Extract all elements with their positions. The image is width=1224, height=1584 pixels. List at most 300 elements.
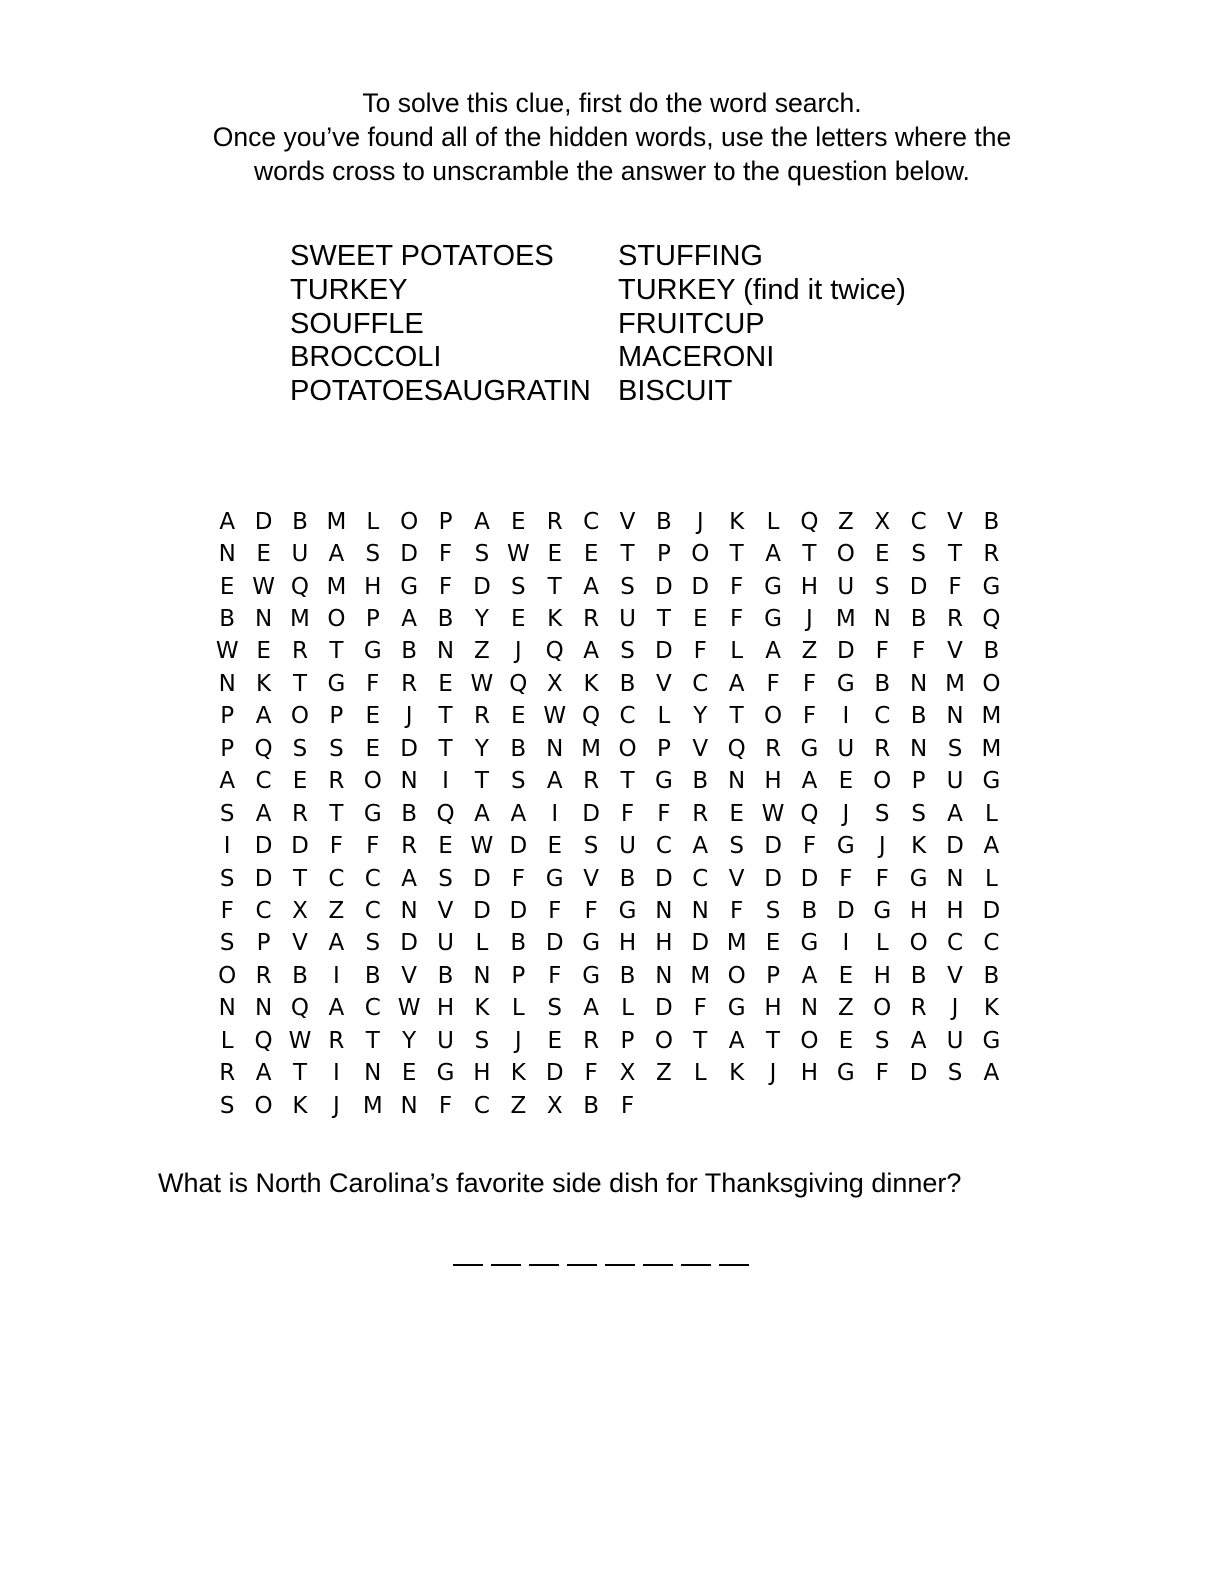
grid-letter: J (878, 833, 886, 860)
grid-letter: S (583, 833, 599, 860)
answer-blank (529, 1264, 559, 1266)
grid-letter: B (437, 606, 454, 633)
grid-letter: F (839, 865, 853, 892)
grid-letter: S (947, 735, 963, 762)
grid-letter: W (543, 703, 567, 730)
word-list-item: FRUITCUP (618, 307, 765, 340)
grid-letter: G (582, 930, 601, 957)
word-list-item: BROCCOLI (290, 341, 442, 374)
grid-letter: A (983, 833, 1000, 860)
grid-letter: G (654, 768, 673, 795)
grid-letter: B (510, 930, 527, 957)
grid-letter: S (511, 573, 526, 600)
grid-letter: L (621, 995, 634, 1022)
grid-letter: E (838, 768, 854, 795)
grid-letter: D (400, 541, 418, 568)
grid-letter: N (910, 735, 928, 762)
grid-letter: A (546, 768, 563, 795)
grid-letter: N (655, 962, 673, 989)
grid-letter: N (364, 1060, 382, 1087)
grid-letter: Q (509, 670, 528, 697)
grid-letter: M (981, 703, 1002, 730)
grid-letter: E (511, 703, 526, 730)
grid-letter: C (874, 703, 891, 730)
grid-letter: F (366, 670, 380, 697)
grid-letter: B (874, 670, 891, 697)
grid-letter: L (730, 638, 744, 665)
grid-letter: A (765, 541, 781, 568)
grid-letter: W (215, 638, 239, 665)
grid-letter: V (583, 865, 599, 892)
grid-letter: J (514, 638, 522, 665)
grid-letter: T (947, 541, 963, 568)
grid-letter: A (692, 833, 709, 860)
grid-letter: O (909, 930, 928, 957)
grid-letter: S (947, 1060, 963, 1087)
grid-letter: T (802, 541, 817, 568)
grid-letter: A (510, 800, 527, 827)
grid-letter: R (473, 703, 490, 730)
grid-letter: W (288, 1027, 312, 1054)
grid-letter: E (256, 541, 271, 568)
grid-letter: L (220, 1027, 234, 1054)
grid-letter: Z (801, 638, 818, 665)
grid-letter: K (510, 1060, 526, 1087)
grid-letter: B (401, 638, 418, 665)
grid-letter: W (252, 573, 275, 600)
grid-letter: T (329, 800, 344, 827)
grid-letter: R (910, 995, 927, 1022)
grid-letter: A (255, 800, 272, 827)
grid-letter: I (842, 930, 850, 957)
grid-letter: P (256, 930, 271, 957)
grid-letter: V (947, 508, 963, 535)
grid-letter: V (292, 930, 308, 957)
grid-letter: R (874, 735, 891, 762)
grid-letter: G (400, 573, 419, 600)
grid-letter: O (873, 768, 892, 795)
grid-letter: G (764, 573, 782, 600)
grid-letter: F (511, 865, 525, 892)
grid-letter: D (545, 930, 564, 957)
word-list-item: MACERONI (618, 341, 775, 374)
grid-letter: N (254, 606, 273, 633)
grid-letter: R (291, 638, 308, 665)
grid-letter: M (945, 670, 965, 697)
grid-letter: A (801, 768, 818, 795)
grid-letter: Q (800, 800, 819, 827)
grid-letter: R (765, 735, 782, 762)
grid-letter: R (583, 606, 600, 633)
grid-letter: S (329, 735, 344, 762)
grid-letter: F (766, 670, 780, 697)
grid-letter: C (655, 833, 672, 860)
grid-letter: C (983, 930, 1000, 957)
grid-letter: E (729, 800, 744, 827)
grid-letter: F (875, 865, 889, 892)
grid-letter: I (332, 1060, 340, 1087)
grid-letter: B (692, 768, 709, 795)
grid-letter: C (473, 1092, 490, 1119)
grid-letter: N (400, 768, 418, 795)
grid-letter: N (691, 897, 709, 924)
grid-letter: G (982, 768, 1001, 795)
grid-letter: E (547, 833, 562, 860)
grid-letter: A (474, 508, 490, 535)
grid-letter: R (947, 606, 963, 633)
grid-letter: J (405, 703, 413, 730)
grid-letter: N (546, 735, 564, 762)
grid-letter: Y (693, 703, 708, 730)
grid-letter: C (692, 865, 709, 892)
grid-letter: S (874, 1027, 890, 1054)
grid-letter: Y (474, 606, 489, 633)
grid-letter: Z (837, 995, 854, 1022)
grid-letter: J (696, 508, 704, 535)
answer-blank (719, 1264, 749, 1266)
grid-letter: C (692, 670, 709, 697)
grid-letter: G (727, 995, 746, 1022)
grid-letter: X (619, 1060, 636, 1087)
grid-letter: S (474, 1027, 490, 1054)
grid-letter: A (255, 1060, 272, 1087)
grid-letter: U (946, 1027, 964, 1054)
grid-letter: H (436, 995, 455, 1022)
grid-letter: O (982, 670, 1001, 697)
grid-letter: V (728, 865, 745, 892)
grid-letter: E (438, 670, 453, 697)
grid-letter: F (220, 897, 234, 924)
grid-letter: W (470, 833, 494, 860)
grid-letter: N (910, 670, 928, 697)
grid-letter: D (545, 1060, 564, 1087)
grid-letter: A (328, 930, 345, 957)
grid-letter: D (800, 865, 819, 892)
answer-blank (681, 1264, 711, 1266)
grid-letter: B (292, 508, 308, 535)
grid-letter: N (254, 995, 273, 1022)
grid-letter: U (437, 930, 454, 957)
grid-letter: A (328, 995, 345, 1022)
grid-letter: M (326, 573, 347, 600)
grid-letter: B (983, 508, 1000, 535)
grid-letter: F (329, 833, 343, 860)
grid-letter: O (873, 995, 892, 1022)
grid-letter: L (984, 800, 998, 827)
grid-letter: S (620, 638, 635, 665)
grid-letter: G (436, 1060, 455, 1087)
grid-letter: X (874, 508, 891, 535)
grid-letter: H (800, 1060, 819, 1087)
grid-letter: D (473, 573, 491, 600)
grid-letter: T (693, 1027, 708, 1054)
grid-letter: J (951, 995, 959, 1022)
grid-letter: S (219, 930, 235, 957)
grid-letter: F (912, 638, 926, 665)
grid-letter: O (290, 703, 310, 730)
grid-letter: U (437, 1027, 454, 1054)
grid-letter: P (656, 541, 671, 568)
grid-letter: D (909, 573, 928, 600)
grid-letter: D (764, 865, 782, 892)
grid-letter: D (400, 735, 418, 762)
grid-letter: N (873, 606, 891, 633)
grid-letter: C (946, 930, 964, 957)
grid-letter: V (947, 638, 963, 665)
word-list-item: STUFFING (618, 240, 763, 272)
grid-letter: N (728, 768, 746, 795)
grid-letter: I (332, 962, 340, 989)
grid-letter: T (474, 768, 489, 795)
answer-blank (491, 1264, 521, 1266)
grid-letter: B (583, 1092, 599, 1119)
grid-letter: U (946, 768, 964, 795)
grid-letter: L (475, 930, 489, 957)
grid-letter: D (691, 930, 710, 957)
grid-letter: P (620, 1027, 635, 1054)
grid-letter: M (726, 930, 747, 957)
grid-letter: R (692, 800, 709, 827)
grid-letter: D (764, 833, 782, 860)
grid-letter: T (292, 670, 307, 697)
grid-letter: R (583, 1027, 600, 1054)
grid-letter: W (470, 670, 494, 697)
grid-letter: E (765, 930, 781, 957)
grid-letter: Z (474, 638, 490, 665)
grid-letter: H (364, 573, 382, 600)
word-list-item: SOUFFLE (290, 307, 424, 340)
grid-letter: Q (254, 1027, 273, 1054)
grid-letter: K (729, 508, 745, 535)
word-list-item: BISCUIT (618, 375, 733, 408)
grid-letter: Q (982, 606, 1001, 633)
grid-letter: A (401, 606, 418, 633)
grid-letter: F (438, 573, 453, 600)
grid-letter: S (292, 735, 308, 762)
answer-blank (453, 1264, 483, 1266)
grid-letter: F (584, 1060, 598, 1087)
grid-letter: P (911, 768, 926, 795)
grid-letter: M (981, 735, 1002, 762)
grid-letter: T (438, 735, 453, 762)
grid-letter: B (655, 508, 672, 535)
grid-letter: G (764, 606, 782, 633)
grid-letter: G (800, 930, 819, 957)
grid-letter: D (473, 865, 491, 892)
grid-letter: P (220, 703, 235, 730)
grid-letter: F (730, 573, 744, 600)
grid-letter: B (801, 897, 818, 924)
grid-letter: M (835, 606, 856, 633)
grid-letter: F (730, 897, 744, 924)
grid-letter: E (365, 703, 381, 730)
grid-letter: Q (436, 800, 455, 827)
grid-letter: G (582, 962, 601, 989)
grid-letter: R (983, 541, 1000, 568)
grid-letter: S (911, 541, 926, 568)
grid-letter: N (473, 962, 491, 989)
grid-letter: Z (656, 1060, 672, 1087)
grid-letter: O (218, 962, 237, 989)
grid-letter: D (400, 930, 418, 957)
grid-letter: Q (582, 703, 601, 730)
grid-letter: G (363, 800, 382, 827)
grid-letter: E (511, 508, 526, 535)
grid-letter: S (511, 768, 526, 795)
grid-letter: S (547, 995, 563, 1022)
grid-letter: C (255, 897, 272, 924)
grid-letter: K (474, 995, 490, 1022)
instruction-line-1: To solve this clue, first do the word search. (362, 88, 862, 118)
grid-letter: P (656, 735, 671, 762)
grid-letter: H (800, 573, 819, 600)
grid-letter: N (946, 865, 964, 892)
grid-letter: C (364, 865, 381, 892)
grid-letter: B (219, 606, 236, 633)
grid-letter: G (363, 638, 382, 665)
grid-letter: L (366, 508, 380, 535)
grid-letter: B (910, 962, 927, 989)
grid-letter: A (474, 800, 490, 827)
grid-letter: F (548, 897, 562, 924)
grid-letter: B (983, 638, 1000, 665)
grid-letter: S (765, 897, 781, 924)
grid-letter: D (254, 833, 273, 860)
word-list-item: POTATOESAUGRATIN (290, 375, 591, 408)
grid-letter: H (655, 930, 673, 957)
grid-letter: K (911, 833, 927, 860)
grid-letter: B (510, 735, 527, 762)
grid-letter: N (800, 995, 819, 1022)
grid-letter: X (292, 897, 308, 924)
grid-letter: T (729, 703, 744, 730)
grid-letter: A (583, 573, 599, 600)
grid-letter: F (802, 670, 817, 697)
grid-letter: E (256, 638, 271, 665)
grid-letter: G (982, 1027, 1001, 1054)
grid-letter: J (806, 606, 813, 633)
grid-letter: M (690, 962, 711, 989)
grid-letter: Q (800, 508, 819, 535)
grid-letter: O (618, 735, 637, 762)
grid-letter: G (873, 897, 892, 924)
grid-letter: S (219, 865, 235, 892)
grid-letter: J (769, 1060, 777, 1087)
grid-letter: V (437, 897, 454, 924)
grid-letter: T (620, 541, 635, 568)
grid-letter: R (219, 1060, 236, 1087)
grid-letter: C (255, 768, 272, 795)
grid-letter: E (838, 1027, 854, 1054)
grid-letter: C (328, 865, 345, 892)
grid-letter: T (365, 1027, 380, 1054)
grid-letter: W (506, 541, 530, 568)
grid-letter: H (618, 930, 637, 957)
grid-letter: G (836, 670, 855, 697)
grid-letter: W (397, 995, 421, 1022)
grid-letter: R (583, 768, 600, 795)
grid-letter: O (400, 508, 419, 535)
grid-letter: A (910, 1027, 927, 1054)
grid-letter: F (693, 995, 707, 1022)
grid-letter: M (290, 606, 310, 633)
grid-letter: R (255, 962, 272, 989)
grid-letter: S (365, 930, 381, 957)
grid-letter: F (875, 638, 889, 665)
grid-letter: M (326, 508, 347, 535)
grid-letter: I (223, 833, 231, 860)
grid-letter: A (983, 1060, 1000, 1087)
grid-letter: S (911, 800, 926, 827)
grid-letter: E (693, 606, 708, 633)
grid-letter: D (254, 865, 273, 892)
grid-letter: K (292, 1092, 308, 1119)
grid-letter: A (728, 670, 745, 697)
grid-letter: Y (474, 735, 489, 762)
grid-letter: G (909, 865, 928, 892)
word-list-item: TURKEY (find it twice) (618, 273, 906, 306)
grid-letter: E (219, 573, 235, 600)
answer-blank (605, 1264, 635, 1266)
grid-letter: B (619, 865, 636, 892)
grid-letter: K (983, 995, 999, 1022)
grid-letter: A (765, 638, 781, 665)
grid-letter: D (291, 833, 309, 860)
grid-letter: C (583, 508, 600, 535)
grid-letter: P (766, 962, 780, 989)
grid-letter: A (583, 995, 599, 1022)
grid-letter: O (800, 1027, 819, 1054)
grid-letter: N (218, 541, 236, 568)
grid-letter: K (583, 670, 599, 697)
grid-letter: T (766, 1027, 781, 1054)
grid-letter: W (761, 800, 785, 827)
grid-letter: E (547, 1027, 562, 1054)
grid-letter: B (983, 962, 1000, 989)
grid-letter: B (910, 606, 927, 633)
grid-letter: T (292, 1060, 307, 1087)
grid-letter: U (619, 606, 636, 633)
grid-letter: V (947, 962, 963, 989)
grid-letter: H (946, 897, 964, 924)
grid-letter: S (219, 800, 235, 827)
grid-letter: D (836, 897, 855, 924)
grid-letter: K (256, 670, 272, 697)
grid-letter: F (620, 800, 635, 827)
answer-blanks (453, 1240, 757, 1266)
grid-letter: G (327, 670, 346, 697)
grid-letter: Q (254, 735, 273, 762)
grid-letter: H (909, 897, 928, 924)
grid-letter: C (910, 508, 927, 535)
grid-letter: X (546, 1092, 563, 1119)
grid-letter: T (547, 573, 562, 600)
grid-letter: F (802, 833, 817, 860)
grid-letter: U (291, 541, 309, 568)
grid-letter: G (836, 1060, 855, 1087)
grid-letter: T (620, 768, 635, 795)
grid-letter: L (875, 930, 889, 957)
grid-letter: D (946, 833, 964, 860)
grid-letter: I (551, 800, 559, 827)
grid-letter: I (842, 703, 850, 730)
grid-letter: D (982, 897, 1001, 924)
grid-letter: E (511, 606, 526, 633)
grid-letter: L (511, 995, 525, 1022)
grid-letter: D (655, 865, 673, 892)
grid-letter: J (514, 1027, 522, 1054)
grid-letter: R (546, 508, 563, 535)
